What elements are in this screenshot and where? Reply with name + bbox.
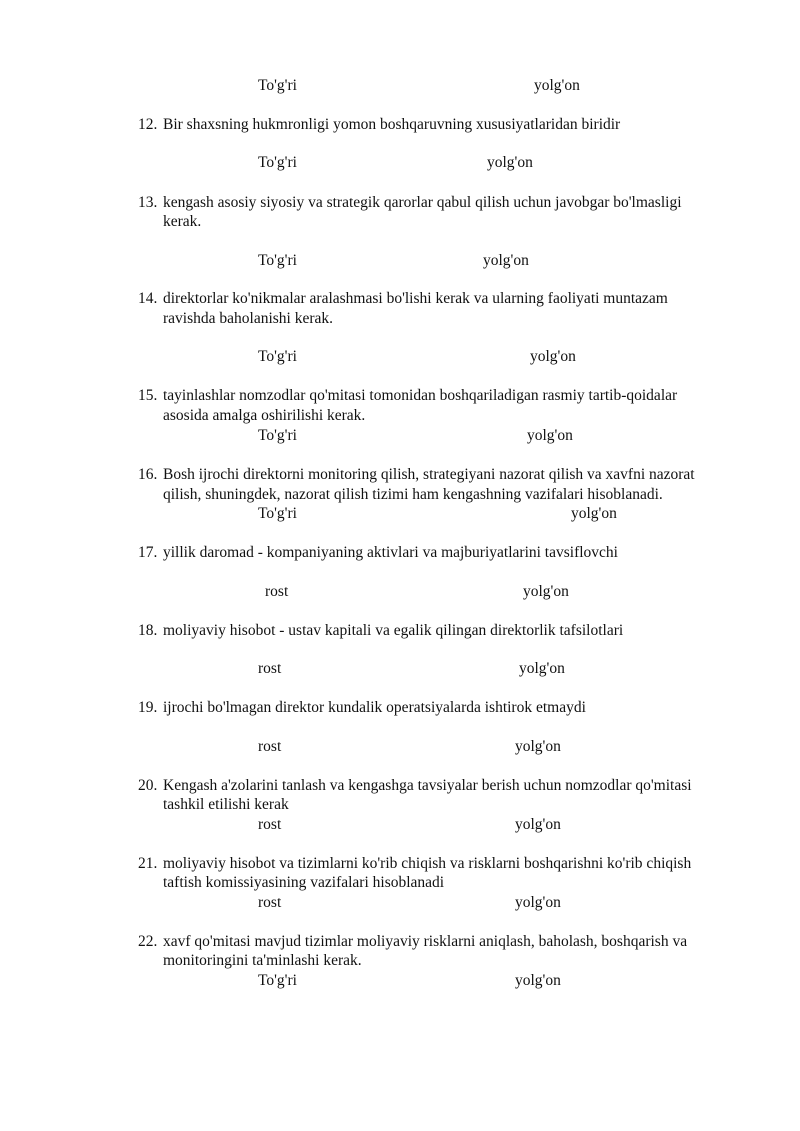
answer-false: yolg'on <box>530 348 576 365</box>
question-text: kerak. <box>163 213 202 230</box>
question-number: 19. <box>138 699 158 716</box>
question-number: 14. <box>138 290 158 307</box>
answer-true: rost <box>258 738 282 755</box>
question-number: 20. <box>138 777 158 794</box>
answer-false: yolg'on <box>527 427 573 444</box>
answer-true: rost <box>258 894 282 911</box>
question-text: tashkil etilishi kerak <box>163 796 289 813</box>
question-text: asosida amalga oshirilishi kerak. <box>163 407 366 424</box>
question-text: Bir shaxsning hukmronligi yomon boshqaruvning xususiyatlaridan biridir <box>163 116 621 133</box>
question-number: 16. <box>138 466 158 483</box>
answer-true: To'g'ri <box>258 77 297 94</box>
answer-false: yolg'on <box>534 77 580 94</box>
question-number: 13. <box>138 194 158 211</box>
question-text: monitoringini ta'minlashi kerak. <box>163 952 362 969</box>
answer-true: rost <box>265 583 289 600</box>
question-text: moliyaviy hisobot va tizimlarni ko'rib chiqish va risklarni boshqarishni ko'rib chiqish <box>163 855 692 872</box>
question-number: 21. <box>138 855 158 872</box>
answer-true: rost <box>258 816 282 833</box>
question-text: xavf qo'mitasi mavjud tizimlar moliyaviy risklarni aniqlash, baholash, boshqarish va <box>163 933 688 950</box>
question-text: qilish, shuningdek, nazorat qilish tizimi ham kengashning vazifalari hisoblanadi. <box>163 486 663 503</box>
question-text: moliyaviy hisobot - ustav kapitali va egalik qilingan direktorlik tafsilotlari <box>163 622 624 639</box>
answer-true: To'g'ri <box>258 348 297 365</box>
answer-false: yolg'on <box>487 154 533 171</box>
answer-true: To'g'ri <box>258 427 297 444</box>
question-number: 17. <box>138 544 158 561</box>
question-text: tayinlashlar nomzodlar qo'mitasi tomonidan boshqariladigan rasmiy tartib-qoidalar <box>163 387 678 404</box>
question-text: taftish komissiyasining vazifalari hisoblanadi <box>163 874 445 891</box>
answer-false: yolg'on <box>515 738 561 755</box>
answer-false: yolg'on <box>519 660 565 677</box>
question-number: 22. <box>138 933 158 950</box>
question-text: yillik daromad - kompaniyaning aktivlari va majburiyatlarini tavsiflovchi <box>163 544 618 561</box>
answer-false: yolg'on <box>515 894 561 911</box>
answer-false: yolg'on <box>523 583 569 600</box>
question-text: direktorlar ko'nikmalar aralashmasi bo'lishi kerak va ularning faoliyati muntazam <box>163 290 668 307</box>
answer-true: rost <box>258 660 282 677</box>
answer-true: To'g'ri <box>258 252 297 269</box>
question-number: 18. <box>138 622 158 639</box>
question-text: Kengash a'zolarini tanlash va kengashga tavsiyalar berish uchun nomzodlar qo'mitasi <box>163 777 692 794</box>
question-text: ravishda baholanishi kerak. <box>163 310 334 327</box>
answer-true: To'g'ri <box>258 154 297 171</box>
question-text: kengash asosiy siyosiy va strategik qarorlar qabul qilish uchun javobgar bo'lmasligi <box>163 194 682 211</box>
answer-true: To'g'ri <box>258 972 297 989</box>
answer-false: yolg'on <box>571 505 617 522</box>
answer-false: yolg'on <box>515 816 561 833</box>
question-text: ijrochi bo'lmagan direktor kundalik operatsiyalarda ishtirok etmaydi <box>163 699 586 716</box>
answer-false: yolg'on <box>483 252 529 269</box>
question-number: 15. <box>138 387 158 404</box>
answer-false: yolg'on <box>515 972 561 989</box>
question-text: Bosh ijrochi direktorni monitoring qilish, strategiyani nazorat qilish va xavfni nazorat <box>163 466 695 483</box>
question-number: 12. <box>138 116 158 133</box>
answer-true: To'g'ri <box>258 505 297 522</box>
